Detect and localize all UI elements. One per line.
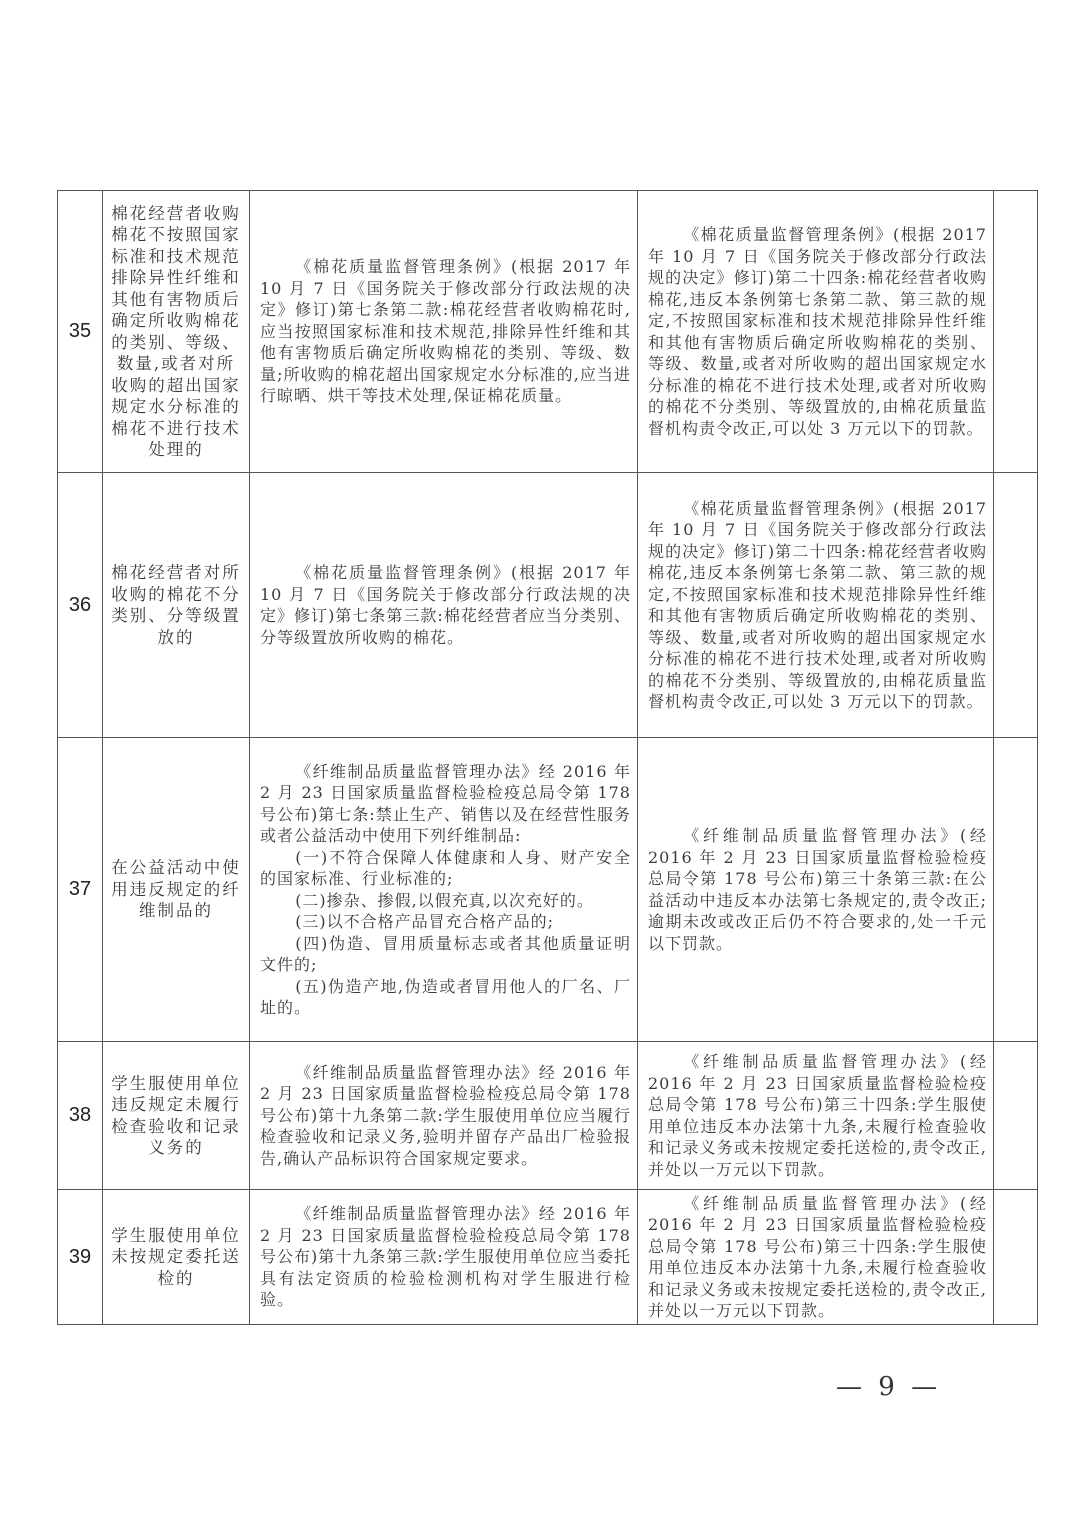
empty-cell <box>994 191 1038 473</box>
table-row <box>58 1042 1038 1190</box>
penalty-paragraph: 《纤维制品质量监督管理办法》(经 2016 年 2 月 23 日国家质量监督检验检疫总局令第 178 号公布)第三十四条:学生服使用单位违反本办法第十九条,未履行检查验收和记录义务或未按规定委托送检的,责令改正,并处以一万元以下罚款。 <box>648 1052 987 1179</box>
table-row <box>58 473 1038 738</box>
legal-basis-paragraph: 《纤维制品质量监督管理办法》经 2016 年 2 月 23 日国家质量监督检验检疫总局令第 178 号公布)第十九条第二款:学生服使用单位应当履行检查验收和记录义务,验明并留存产品出厂检验报告,确认产品标识符合国家规定要求。 <box>260 1062 631 1168</box>
legal-basis <box>250 256 637 407</box>
legal-basis-paragraph: 《棉花质量监督管理条例》(根据 2017 年 10 月 7 日《国务院关于修改部分行政法规的决定》修订)第七条第三款:棉花经营者应当分类别、分等级置放所收购的棉花。 <box>260 563 631 647</box>
legal-basis-item: (三)以不合格产品冒充合格产品的; <box>295 912 555 931</box>
page-number: — 9 — <box>836 1372 942 1402</box>
violation-description: 学生服使用单位未按规定委托送检的 <box>111 1225 241 1288</box>
legal-basis-paragraph: 《纤维制品质量监督管理办法》经 2016 年 2 月 23 日国家质量监督检验检疫总局令第 178 号公布)第十九条第三款:学生服使用单位应当委托具有法定资质的检验检测机构对学生服进行检验。 <box>260 1204 631 1310</box>
legal-basis-paragraph: 《纤维制品质量监督管理办法》经 2016 年 2 月 23 日国家质量监督检验检疫总局令第 178 号公布)第七条:禁止生产、销售以及在经营性服务或者公益活动中使用下列纤维制品: <box>260 761 631 845</box>
violation-description: 棉花经营者收购棉花不按照国家标准和技术规范排除异性纤维和其他有害物质后确定所收购棉花的类别、等级、数量,或者对所收购的超出国家规定水分标准的棉花不进行技术处理的 <box>111 203 241 459</box>
row-number: 36 <box>58 473 103 738</box>
legal-basis <box>250 1203 637 1311</box>
legal-basis <box>250 761 637 1019</box>
table-row <box>58 191 1038 473</box>
violation-description: 棉花经营者对所收购的棉花不分类别、分等级置放的 <box>111 563 241 647</box>
penalty-provision <box>638 224 993 439</box>
regulation-table <box>57 190 1038 1325</box>
legal-basis <box>250 1062 637 1170</box>
legal-basis-item: (二)掺杂、掺假,以假充真,以次充好的。 <box>295 890 594 910</box>
empty-cell <box>994 1190 1038 1325</box>
row-number: 35 <box>58 191 103 473</box>
row-number: 37 <box>58 738 103 1042</box>
table-row <box>58 1190 1038 1325</box>
empty-cell <box>994 1042 1038 1190</box>
empty-cell <box>994 738 1038 1042</box>
legal-basis-item: (五)伪造产地,伪造或者冒用他人的厂名、厂址的。 <box>260 976 631 1017</box>
row-number: 39 <box>58 1190 103 1325</box>
legal-basis <box>250 562 637 648</box>
table-row <box>58 738 1038 1042</box>
row-number: 38 <box>58 1042 103 1190</box>
penalty-paragraph: 《纤维制品质量监督管理办法》(经 2016 年 2 月 23 日国家质量监督检验检疫总局令第 178 号公布)第三十四条:学生服使用单位违反本办法第十九条,未履行检查验收和记录义务或未按规定委托送检的,责令改正,并处以一万元以下罚款。 <box>648 1193 987 1320</box>
penalty-provision <box>638 498 993 713</box>
violation-description: 在公益活动中使用违反规定的纤维制品的 <box>111 858 241 921</box>
violation-description: 学生服使用单位违反规定未履行检查验收和记录义务的 <box>111 1073 241 1157</box>
penalty-provision <box>638 1193 993 1322</box>
penalty-paragraph: 《棉花质量监督管理条例》(根据 2017 年 10 月 7 日《国务院关于修改部分行政法规的决定》修订)第二十四条:棉花经营者收购棉花,违反本条例第七条第二款、第三款的规定,不按照国家标准和技术规范排除异性纤维和其他有害物质后确定所收购棉花的类别、等级、数量,或者对所收购的超出国家规定水分标准的棉花不进行技术处理,或者对所收购的棉花不分类别、等级置放的,由棉花质量监督机构责令改正,可以处 3 万元以下的罚款。 <box>648 225 987 438</box>
legal-basis-item: (一)不符合保障人体健康和人身、财产安全的国家标准、行业标准的; <box>260 847 631 888</box>
legal-basis-paragraph: 《棉花质量监督管理条例》(根据 2017 年 10 月 7 日《国务院关于修改部分行政法规的决定》修订)第七条第二款:棉花经营者收购棉花时,应当按照国家标准和技术规范,排除异性纤维和其他有害物质后确定所收购棉花的类别、等级、数量;所收购的棉花超出国家规定水分标准的,应当进行晾晒、烘干等技术处理,保证棉花质量。 <box>260 257 631 406</box>
penalty-paragraph: 《纤维制品质量监督管理办法》(经 2016 年 2 月 23 日国家质量监督检验检疫总局令第 178 号公布)第三十条第三款:在公益活动中违反本办法第七条规定的,责令改正;逾期未改或改正后仍不符合要求的,处一千元以下罚款。 <box>648 826 987 953</box>
legal-basis-item: (四)伪造、冒用质量标志或者其他质量证明文件的; <box>260 933 631 974</box>
penalty-paragraph: 《棉花质量监督管理条例》(根据 2017 年 10 月 7 日《国务院关于修改部分行政法规的决定》修订)第二十四条:棉花经营者收购棉花,违反本条例第七条第二款、第三款的规定,不按照国家标准和技术规范排除异性纤维和其他有害物质后确定所收购棉花的类别、等级、数量,或者对所收购的超出国家规定水分标准的棉花不进行技术处理,或者对所收购的棉花不分类别、等级置放的,由棉花质量监督机构责令改正,可以处 3 万元以下的罚款。 <box>648 498 987 711</box>
penalty-provision <box>638 825 993 954</box>
empty-cell <box>994 473 1038 738</box>
penalty-provision <box>638 1051 993 1180</box>
